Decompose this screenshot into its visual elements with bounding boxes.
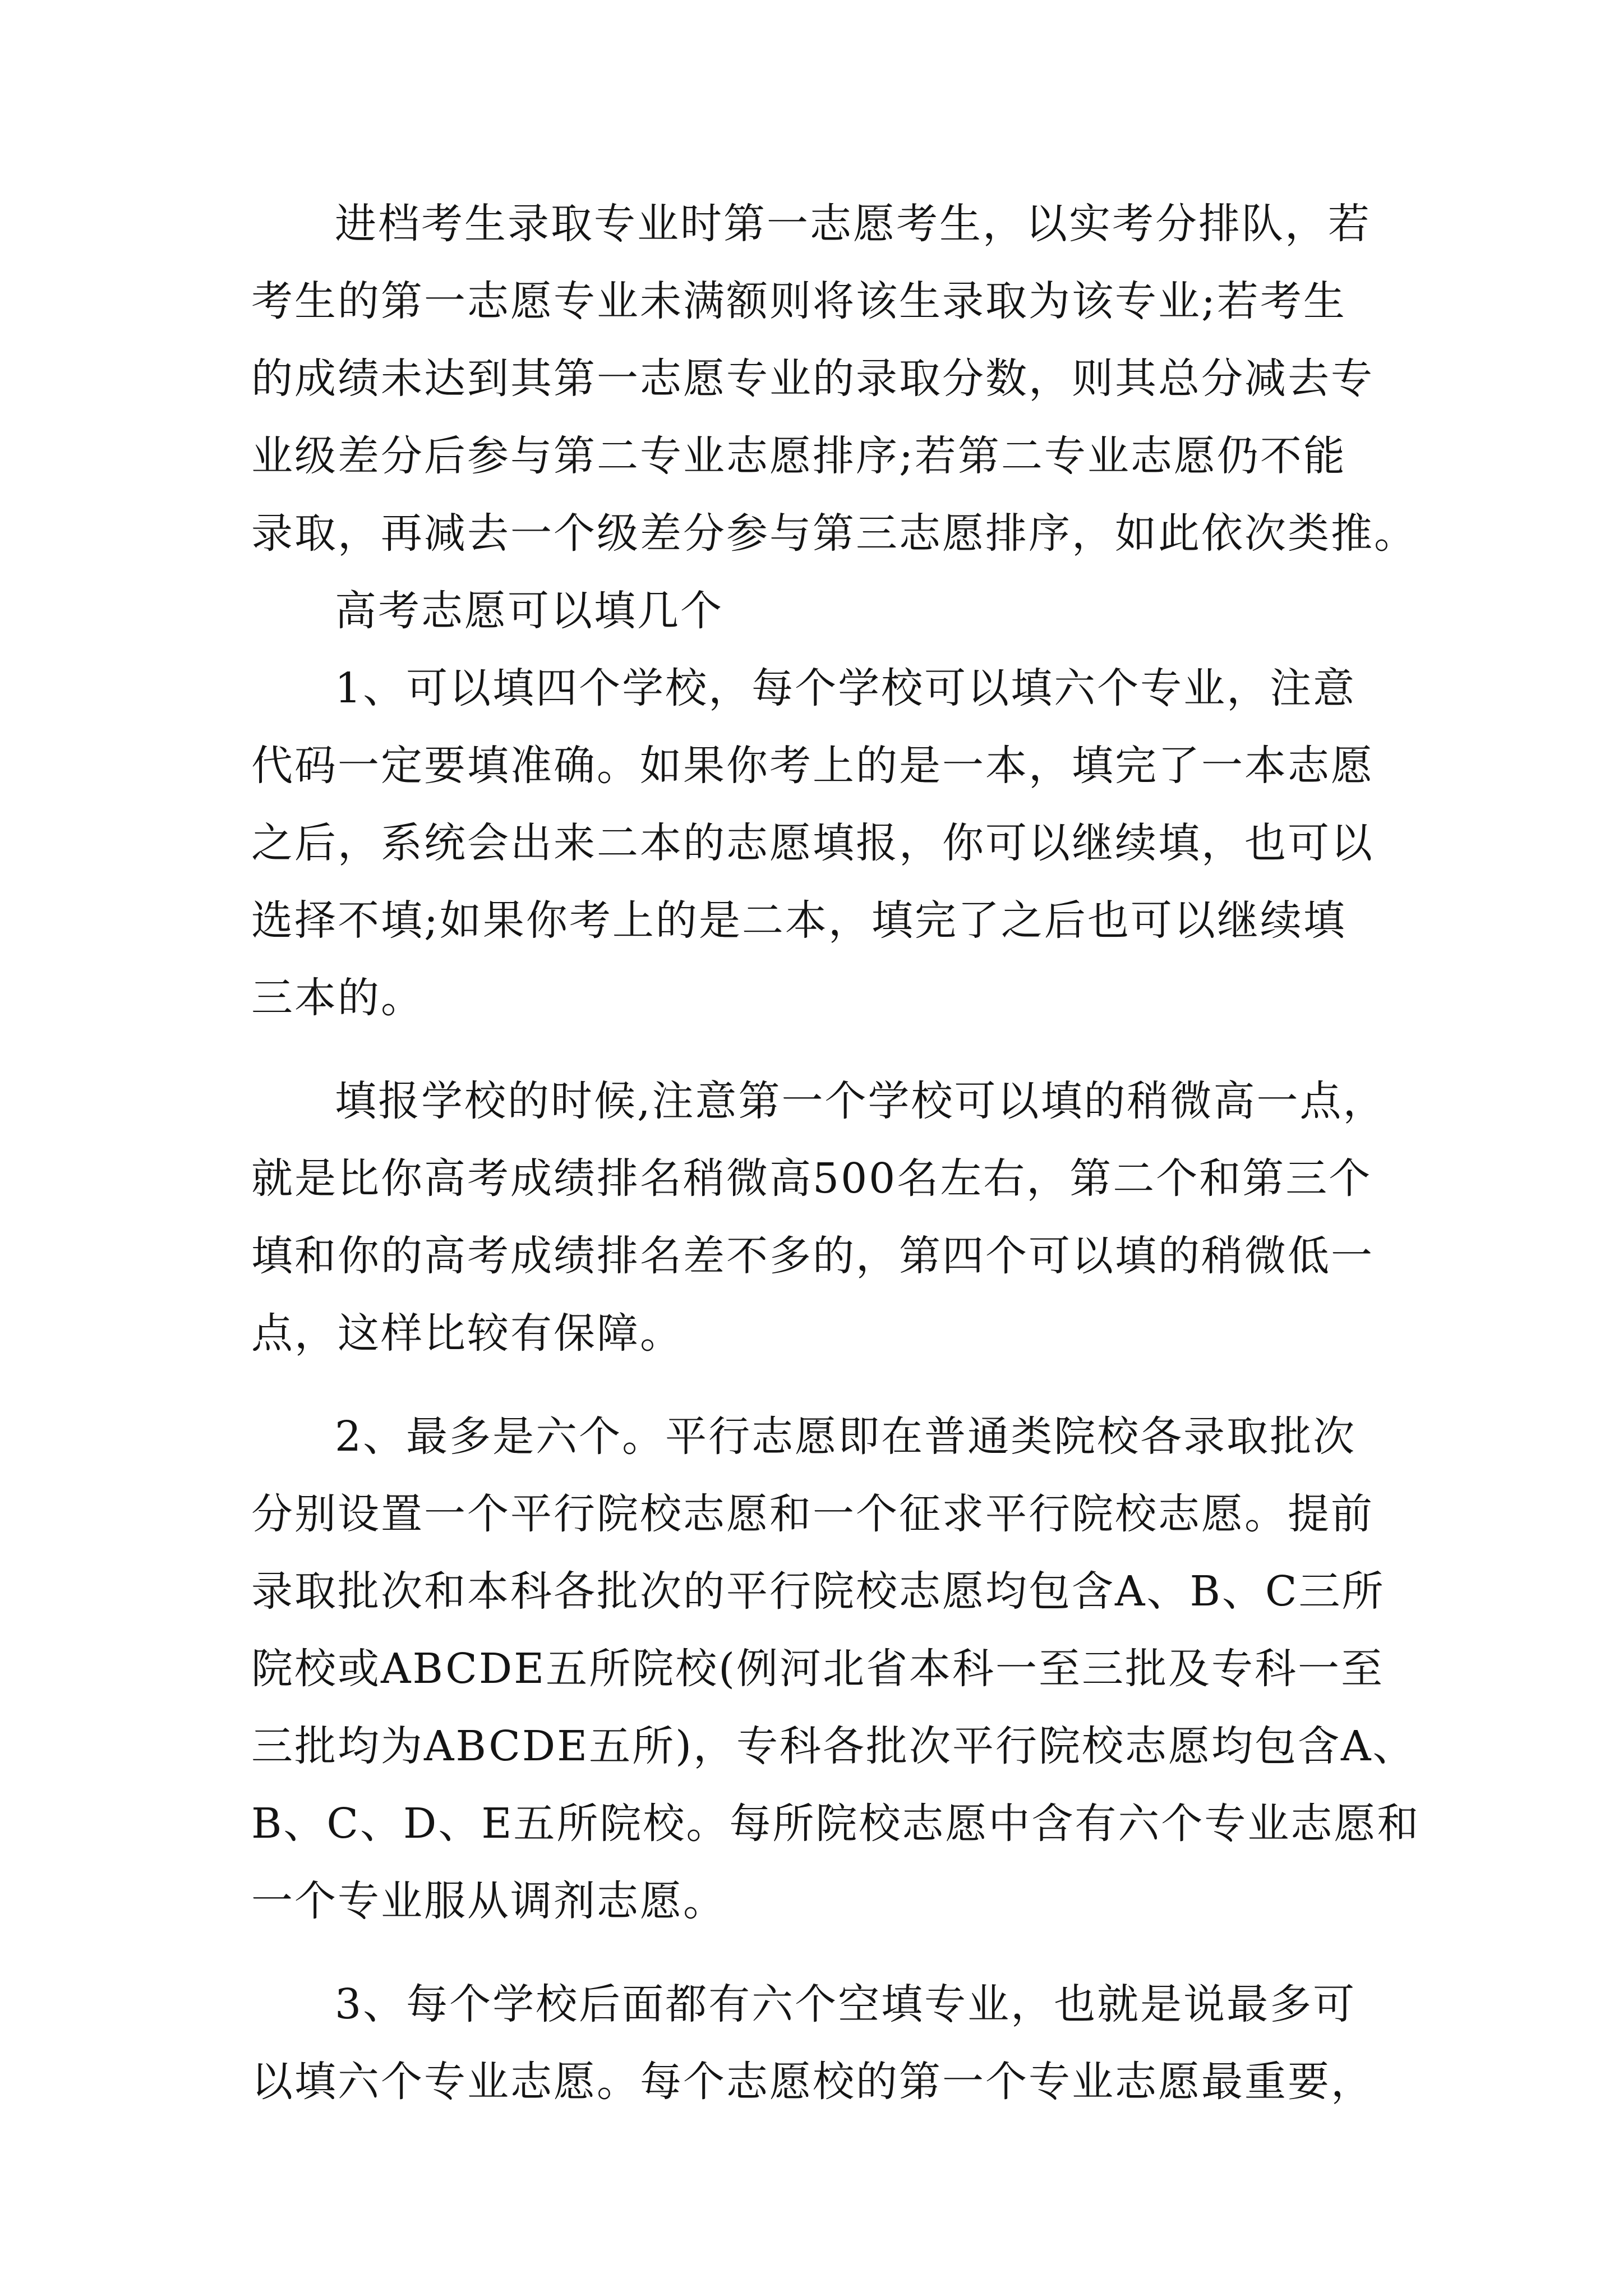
paragraph-line: 录取，再减去一个级差分参与第三志愿排序，如此依次类推。 bbox=[251, 509, 1417, 558]
paragraph-line: 三本的。 bbox=[251, 974, 424, 1022]
paragraph-line: 业级差分后参与第二专业志愿排序;若第二专业志愿仍不能 bbox=[251, 432, 1347, 480]
paragraph-line: 的成绩未达到其第一志愿专业的录取分数，则其总分减去专 bbox=[251, 355, 1374, 403]
paragraph-line: 进档考生录取专业时第一志愿考生，以实考分排队，若 bbox=[335, 200, 1371, 248]
paragraph-line: 填和你的高考成绩排名差不多的，第四个可以填的稍微低一 bbox=[251, 1232, 1374, 1280]
paragraph-line: 院校或ABCDE五所院校(例河北省本科一至三批及专科一至 bbox=[251, 1645, 1385, 1693]
paragraph-line: 3、每个学校后面都有六个空填专业，也就是说最多可 bbox=[335, 1980, 1357, 2028]
document-body bbox=[251, 198, 1421, 2133]
paragraph-line: 分别设置一个平行院校志愿和一个征求平行院校志愿。提前 bbox=[251, 1490, 1374, 1538]
paragraph-line: 1、可以填四个学校，每个学校可以填六个专业，注意 bbox=[335, 664, 1357, 712]
paragraph-line: 三批均为ABCDE五所)，专科各批次平行院校志愿均包含A、 bbox=[251, 1722, 1416, 1770]
paragraph-line: 录取批次和本科各批次的平行院校志愿均包含A、B、C三所 bbox=[251, 1567, 1385, 1616]
paragraph-line: B、C、D、E五所院校。每所院校志愿中含有六个专业志愿和 bbox=[251, 1800, 1421, 1848]
paragraph-line: 一个专业服从调剂志愿。 bbox=[251, 1877, 726, 1925]
paragraph-line: 点，这样比较有保障。 bbox=[251, 1309, 683, 1358]
paragraph-line: 以填六个专业志愿。每个志愿校的第一个专业志愿最重要， bbox=[251, 2058, 1374, 2106]
paragraph-line: 代码一定要填准确。如果你考上的是一本，填完了一本志愿 bbox=[251, 742, 1374, 790]
paragraph-line: 填报学校的时候,注意第一个学校可以填的稍微高一点， bbox=[335, 1077, 1386, 1125]
paragraph-line: 2、最多是六个。平行志愿即在普通类院校各录取批次 bbox=[335, 1412, 1357, 1461]
paragraph-line: 之后，系统会出来二本的志愿填报，你可以继续填，也可以 bbox=[251, 819, 1374, 867]
paragraph-line: 考生的第一志愿专业未满额则将该生录取为该专业;若考生 bbox=[251, 277, 1347, 325]
paragraph-line: 选择不填;如果你考上的是二本，填完了之后也可以继续填 bbox=[251, 896, 1347, 945]
section-heading: 高考志愿可以填几个 bbox=[335, 587, 723, 635]
paragraph-line: 就是比你高考成绩排名稍微高500名左右，第二个和第三个 bbox=[251, 1154, 1372, 1203]
